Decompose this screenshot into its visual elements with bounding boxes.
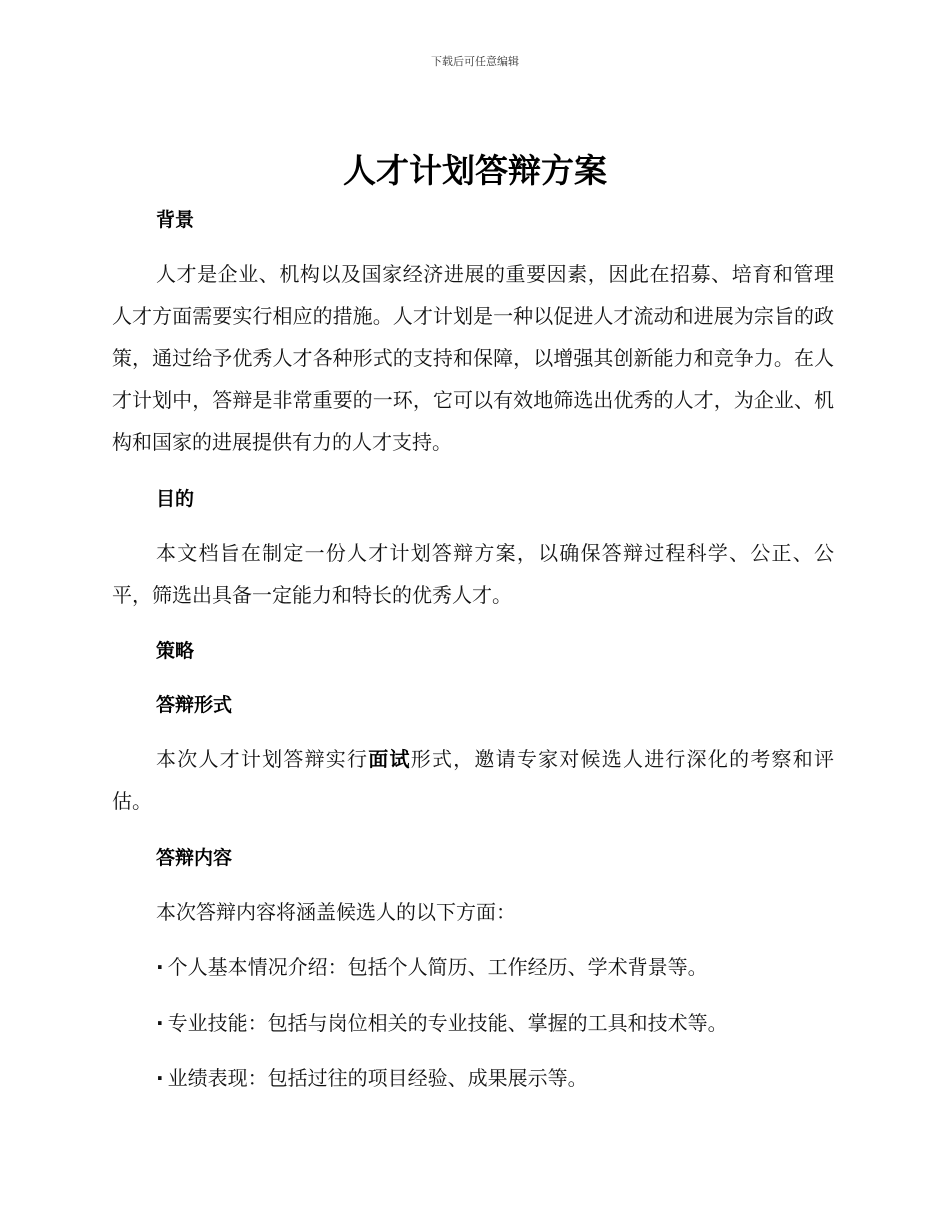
heading-format: 答辩形式 (156, 694, 233, 716)
heading-purpose: 目的 (156, 488, 195, 510)
heading-background: 背景 (156, 209, 195, 231)
page-header-note: 下载后可任意编辑 (431, 55, 519, 68)
heading-content: 答辩内容 (156, 847, 233, 869)
list-item-text: 业绩表现：包括过往的项目经验、成果展示等。 (167, 1066, 588, 1090)
list-item-text: 专业技能：包括与岗位相关的专业技能、掌握的工具和技术等。 (167, 1011, 728, 1035)
bullet-icon: · (156, 1011, 164, 1035)
heading-strategy: 策略 (156, 640, 195, 662)
list-item (156, 953, 708, 981)
paragraph-format (112, 738, 834, 822)
bullet-icon: · (156, 1066, 164, 1090)
list-item (156, 1009, 728, 1037)
document-title: 人才计划答辩方案 (343, 151, 607, 190)
list-item-text: 个人基本情况介绍：包括个人简历、工作经历、学术背景等。 (167, 955, 708, 979)
paragraph-purpose: 本文档旨在制定一份人才计划答辩方案，以确保答辩过程科学、公正、公平，筛选出具备一定能力和特长的优秀人才。 (112, 541, 834, 607)
format-emphasis: 面试 (368, 747, 411, 771)
bullet-icon: · (156, 955, 164, 979)
list-item (156, 1064, 588, 1092)
format-text-after: 形式，邀请专家对候选人进行深化的考察和评估。 (112, 747, 835, 813)
paragraph-background: 人才是企业、机构以及国家经济进展的重要因素，因此在招募、培育和管理人才方面需要实行相应的措施。人才计划是一种以促进人才流动和进展为宗旨的政策，通过给予优秀人才各种形式的支持和保障，以增强其创新能力和竞争力。在人才计划中，答辩是非常重要的一环，它可以有效地筛选出优秀的人才，为企业、机构和国家的进展提供有力的人才支持。 (112, 262, 834, 454)
content-intro: 本次答辩内容将涵盖候选人的以下方面： (156, 900, 516, 924)
format-text-before: 本次人才计划答辩实行 (156, 747, 369, 771)
